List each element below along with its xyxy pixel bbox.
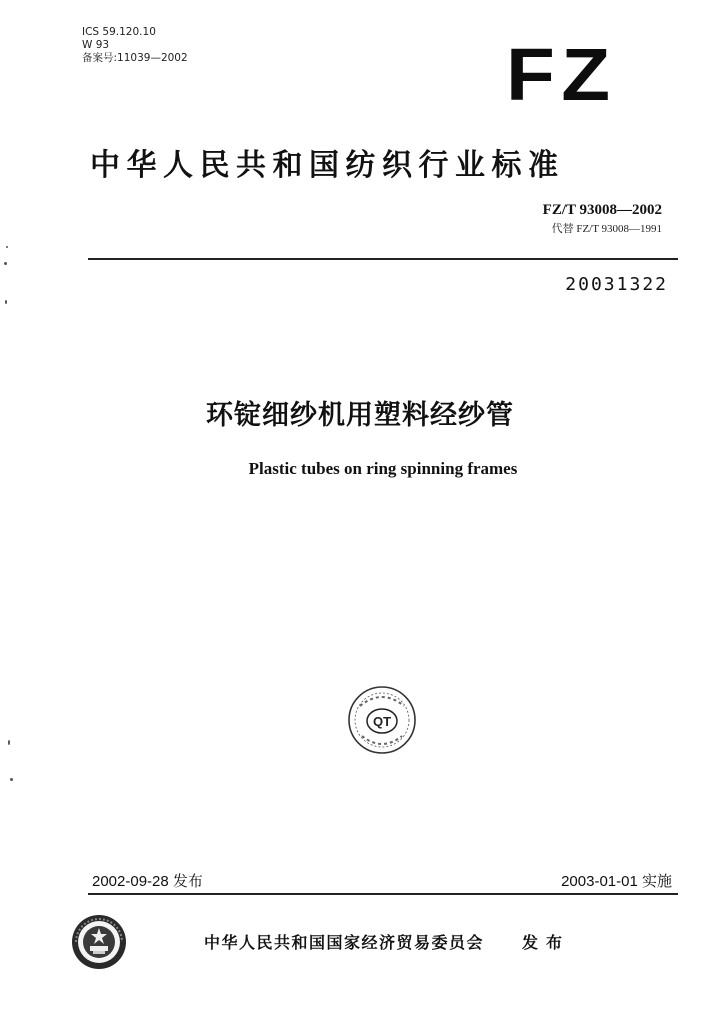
qt-library-stamp-icon [346, 684, 418, 756]
stamp-center-text: QT [372, 714, 392, 729]
replaces-standard: 代替 FZ/T 93008—1991 [551, 223, 662, 235]
scan-speck [4, 262, 7, 265]
issue-date: 2002-09-28 发布 [92, 873, 203, 890]
issue-label: 发布 [522, 933, 571, 952]
scan-speck [8, 740, 10, 745]
title-english: Plastic tubes on ring spinning frames [248, 459, 518, 478]
scan-speck [5, 300, 7, 304]
bottom-divider [88, 893, 678, 895]
title-chinese: 环锭细纱机用塑料经纱管 [206, 400, 514, 431]
standard-number: FZ/T 93008—2002 [542, 202, 662, 218]
implementation-date: 2003-01-01 实施 [561, 873, 672, 890]
classification-code: W 93 [82, 39, 110, 51]
issuing-authority: 中华人民共和国国家经济贸易委员会 [204, 933, 485, 952]
scan-speck [6, 246, 8, 248]
scan-speck [10, 778, 13, 781]
document-code: 20031322 [565, 274, 668, 295]
record-number: 备案号:11039—2002 [82, 52, 188, 64]
national-emblem-icon [70, 913, 128, 971]
top-divider [88, 258, 678, 260]
fz-logo: FZ [506, 33, 617, 116]
organization-title: 中华人民共和国纺织行业标准 [90, 148, 565, 183]
ics-code: ICS 59.120.10 [82, 26, 156, 38]
header-meta [82, 26, 188, 65]
